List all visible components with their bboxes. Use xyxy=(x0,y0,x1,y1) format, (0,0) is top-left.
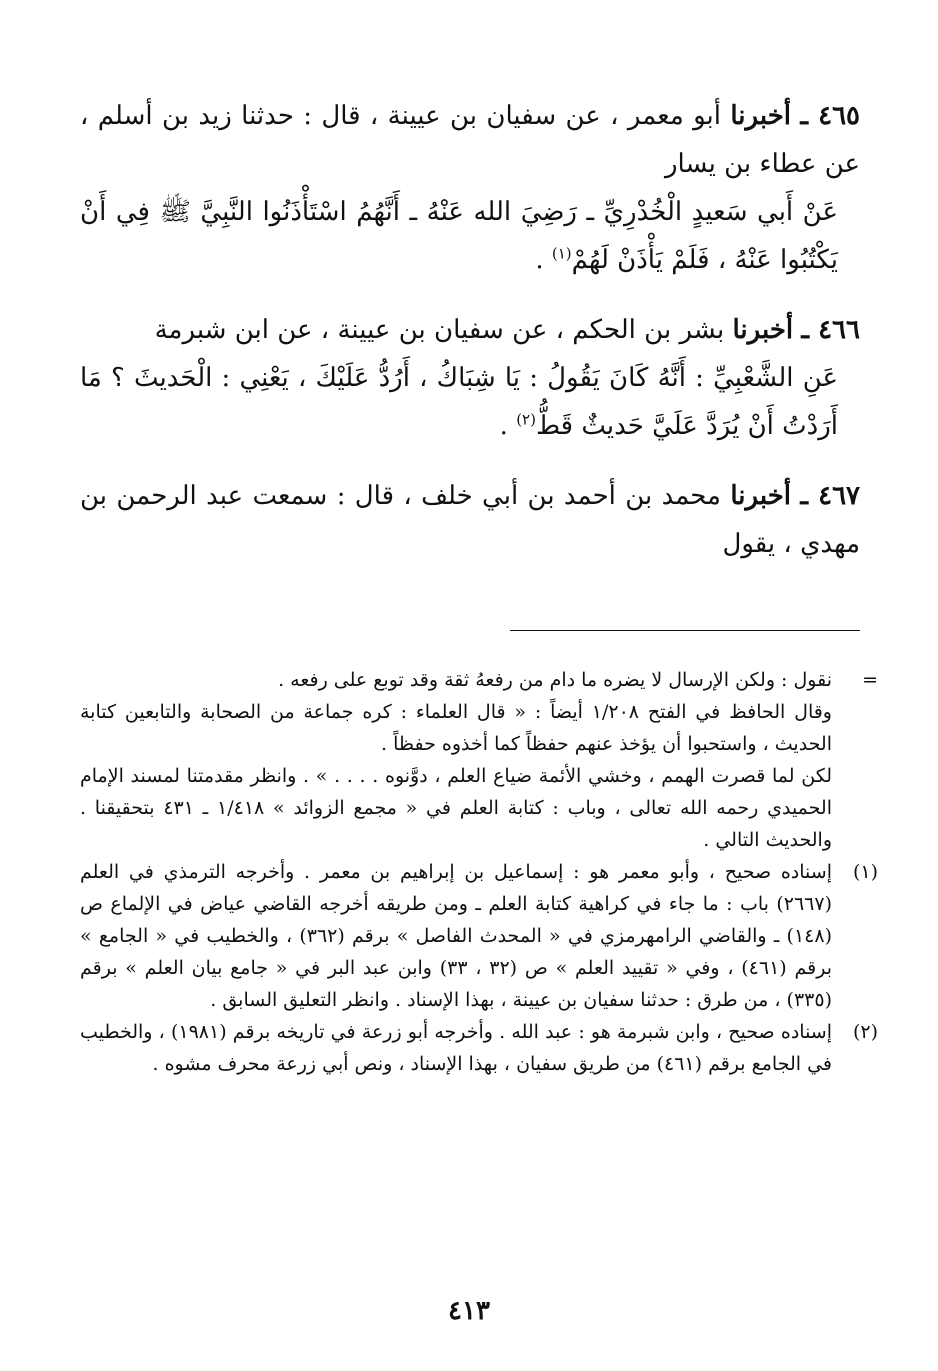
footnote-ref: (٢) xyxy=(516,410,536,429)
isnad-text: بشر بن الحكم ، عن سفيان بن عيينة ، عن ابن شبرمة xyxy=(154,315,725,345)
main-text xyxy=(80,92,860,582)
hadith-466 xyxy=(80,306,860,450)
footnote-continued xyxy=(80,664,878,856)
hadith-number: ٤٦٧ ـ xyxy=(800,481,861,511)
hadith-isnad xyxy=(80,92,860,188)
isnad-text: أبو معمر ، عن سفيان بن عيينة ، قال : حدثنا زيد بن أسلم ، عن عطاء بن يسار xyxy=(80,101,860,179)
hadith-number: ٤٦٦ ـ xyxy=(801,315,860,345)
matn-end: . xyxy=(499,411,517,441)
footnote-paragraph: نقول : ولكن الإرسال لا يضره ما دام من رفعهُ ثقة وقد توبع على رفعه . xyxy=(278,669,832,691)
footnote-paragraph: إسناده صحيح ، وأبو معمر هو : إسماعيل بن إبراهيم بن معمر . وأخرجه الترمذي في العلم (٢٦٦٧) باب : ما جاء في كراهية كتابة العلم ـ ومن طريقه أخرجه القاضي عياض في الإلماع ص (١٤٨) ـ والقاضي الرامهرمزي في « المحدث الفاصل » برقم (٣٦٢) ، والخطيب في « الجامع » برقم (٤٦١) ، وفي « تقييد العلم » ص (٣٢ ، ٣٣) وابن عبد البر في « جامع بيان العلم » برقم (٣٣٥) ، من طرق : حدثنا سفيان بن عيينة ، بهذا الإسناد . وانظر التعليق السابق . xyxy=(80,861,832,1011)
hadith-isnad xyxy=(80,306,860,354)
hadith-matn xyxy=(80,354,860,450)
footnote-paragraph: لكن لما قصرت الهمم ، وخشي الأئمة ضياع العلم ، دوَّنوه . . . . » . وانظر مقدمتنا لمسند الإمام الحميدي رحمه الله تعالى ، وباب : كتابة العلم في « مجمع الزوائد » ١/٤١٨ ـ ٤٣١ بتحقيقنا . والحديث التالي . xyxy=(80,765,833,851)
page-number: ٤١٣ xyxy=(448,1296,490,1326)
hadith-467 xyxy=(80,472,860,568)
footnotes xyxy=(80,664,878,1080)
footnote-text xyxy=(80,1016,832,1080)
matn-end: . xyxy=(535,245,552,275)
hadith-matn xyxy=(80,188,860,284)
hadith-isnad xyxy=(80,472,860,568)
hadith-465 xyxy=(80,92,860,284)
matn-text: عَنِ الشَّعْبِيِّ : أَنَّهُ كَانَ يَقُولُ : يَا شِبَاكُ ، أَرُدُّ عَلَيْكَ ، يَعْنِي : الْحَديثَ ؟ مَا أَرَدْتُ أَنْ يُرَدَّ عَلَيَّ حَديثٌ قَطُّ xyxy=(80,363,838,441)
footnote-paragraph: وقال الحافظ في الفتح ١/٢٠٨ أيضاً : « قال العلماء : كره جماعة من الصحابة والتابعين كتابة الحديث ، واستحبوا أن يؤخذ عنهم حفظاً كما أخذوه حفظاً . xyxy=(80,701,832,755)
footnote-2 xyxy=(80,1016,878,1080)
hadith-lead-word: أخبرنا xyxy=(732,315,794,345)
footnote-paragraph: إسناده صحيح ، وابن شبرمة هو : عبد الله . وأخرجه أبو زرعة في تاريخه برقم (١٩٨١) ، والخطيب في الجامع برقم (٤٦١) من طريق سفيان ، بهذا الإسناد ، ونص أبي زرعة محرف مشوه . xyxy=(80,1021,833,1075)
hadith-lead-word: أخبرنا xyxy=(730,101,792,131)
footnote-text xyxy=(80,664,832,856)
footnote-marker: = xyxy=(862,669,878,691)
footnote-ref: (١) xyxy=(551,244,572,263)
footnote-1 xyxy=(80,856,878,1016)
footnote-marker: (١) xyxy=(852,861,878,883)
footnote-separator xyxy=(510,630,860,631)
hadith-number: ٤٦٥ ـ xyxy=(800,101,861,131)
footnote-marker: (٢) xyxy=(852,1021,878,1043)
matn-text: عَنْ أَبي سَعيدٍ الْخُدْرِيِّ ـ رَضِيَ الله عَنْهُ ـ أَنَّهُمُ اسْتَأْذَنُوا النَّبِيَّ ﷺ فِي أَنْ يَكْتُبُوا عَنْهُ ، فَلَمْ يَأْذَنْ لَهُمْ xyxy=(80,197,838,275)
hadith-lead-word: أخبرنا xyxy=(730,481,792,511)
isnad-text: محمد بن أحمد بن أبي خلف ، قال : سمعت عبد الرحمن بن مهدي ، يقول xyxy=(80,481,860,559)
footnote-text xyxy=(80,856,832,1016)
